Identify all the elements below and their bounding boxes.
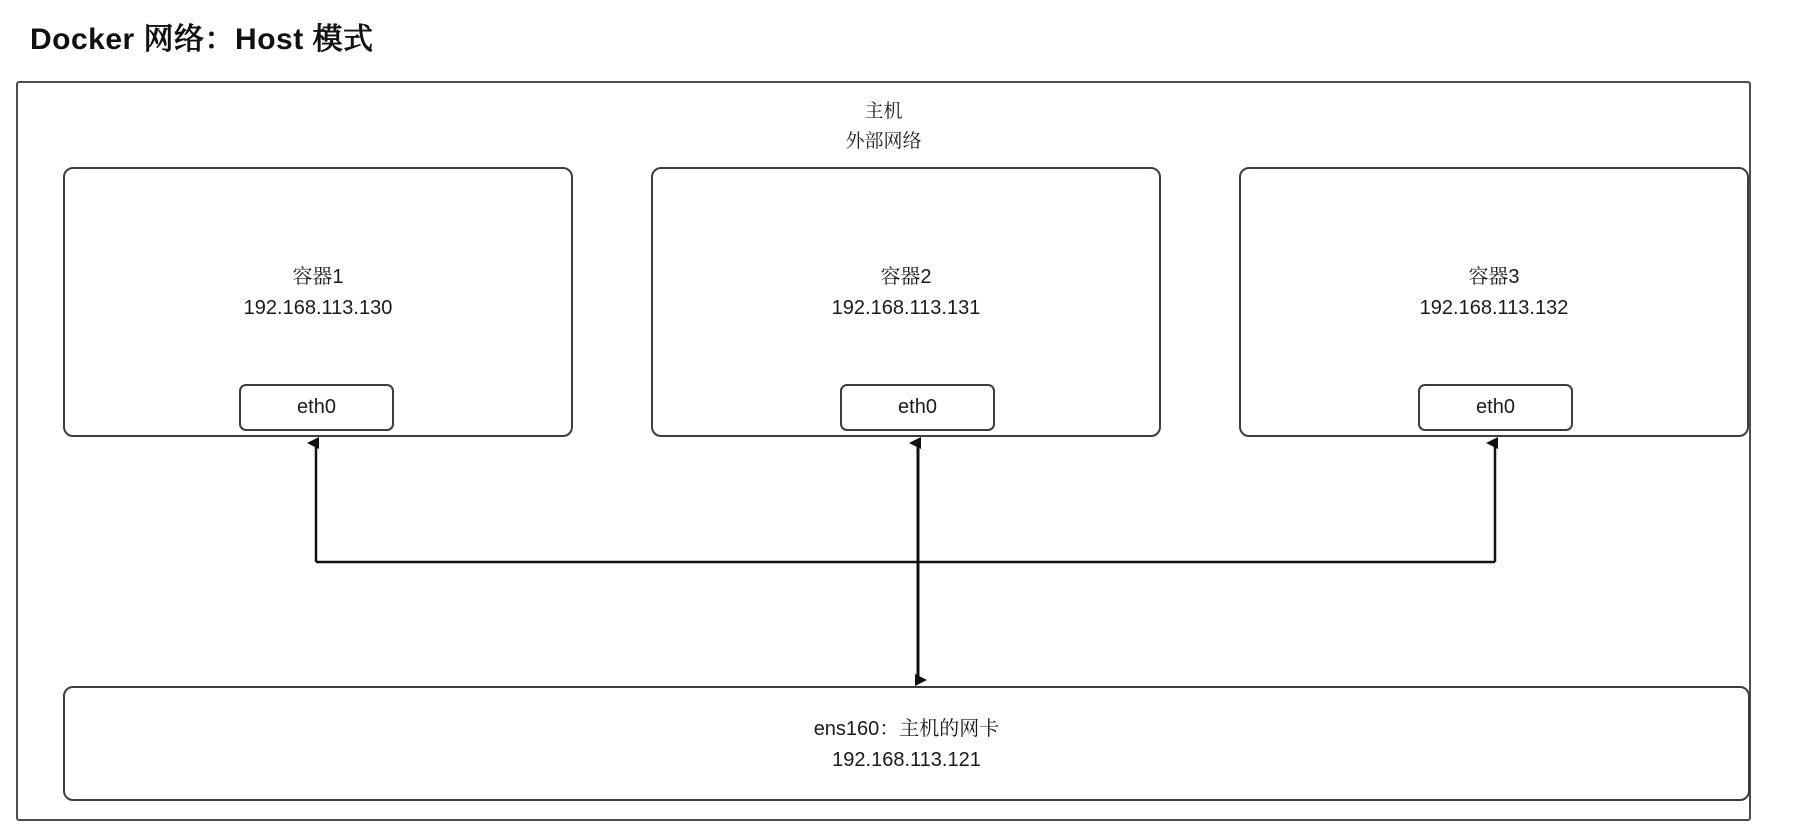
- host-caption: [18, 97, 1749, 157]
- container-label-1: [65, 262, 571, 324]
- container-label-3: [1241, 262, 1747, 324]
- container-name-3: 容器3: [1468, 266, 1520, 288]
- host-nic-label: [65, 714, 1748, 776]
- container-label-2: [653, 262, 1159, 324]
- container-name-1: 容器1: [292, 266, 344, 288]
- host-caption-line-1: 主机: [864, 101, 903, 122]
- host-nic-name: ens160：主机的网卡: [813, 718, 1000, 740]
- eth0-port-container-3: eth0: [1418, 384, 1573, 431]
- container-ip-3: 192.168.113.132: [1419, 297, 1569, 319]
- eth0-port-container-1: eth0: [239, 384, 394, 431]
- container-ip-2: 192.168.113.131: [831, 297, 981, 319]
- container-ip-1: 192.168.113.130: [243, 297, 393, 319]
- host-nic-ip: 192.168.113.121: [832, 749, 981, 771]
- page-title: Docker 网络：Host 模式: [30, 23, 374, 56]
- eth0-port-container-2: eth0: [840, 384, 995, 431]
- host-nic-box: [63, 686, 1750, 801]
- host-caption-line-2: 外部网络: [845, 131, 922, 152]
- container-name-2: 容器2: [880, 266, 932, 288]
